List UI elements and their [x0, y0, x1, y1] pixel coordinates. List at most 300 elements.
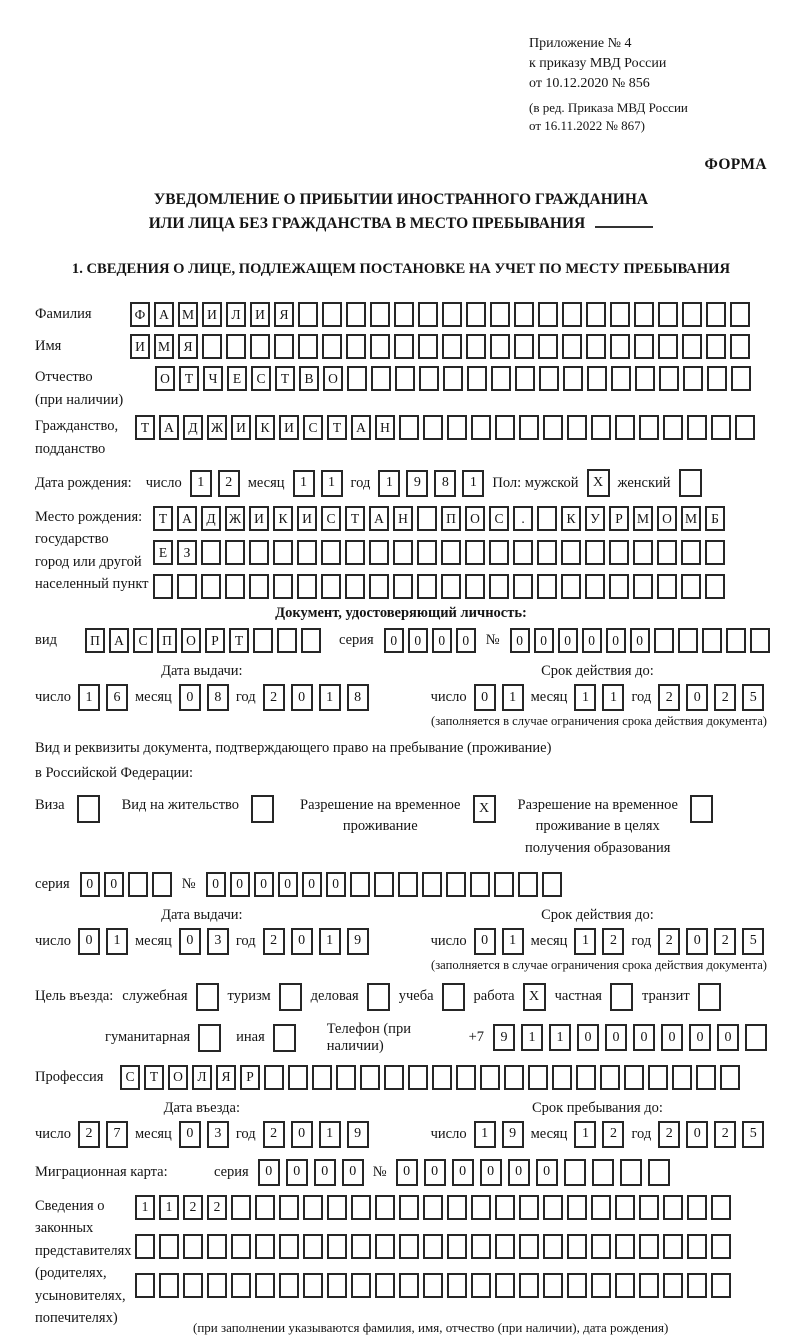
char-cell[interactable] [543, 1234, 563, 1259]
char-cell[interactable] [471, 415, 491, 440]
char-cell[interactable]: Т [153, 506, 173, 531]
char-cell[interactable]: 0 [78, 928, 100, 955]
char-cell[interactable]: 1 [78, 684, 100, 711]
char-cell[interactable]: 2 [183, 1195, 203, 1220]
char-cell[interactable] [456, 1065, 476, 1090]
char-cell[interactable] [586, 302, 606, 327]
char-cell[interactable] [277, 628, 297, 653]
char-cell[interactable] [336, 1065, 356, 1090]
char-cell[interactable] [591, 415, 611, 440]
char-cell[interactable] [369, 540, 389, 565]
char-cell[interactable] [345, 574, 365, 599]
char-cell[interactable]: И [130, 334, 150, 359]
char-cell[interactable] [255, 1195, 275, 1220]
char-cell[interactable]: 0 [291, 684, 313, 711]
char-cell[interactable]: Т [229, 628, 249, 653]
char-cell[interactable] [370, 302, 390, 327]
purpose-private-checkbox[interactable] [610, 983, 633, 1011]
char-cell[interactable] [702, 628, 722, 653]
char-cell[interactable] [543, 415, 563, 440]
char-cell[interactable]: С [321, 506, 341, 531]
char-cell[interactable] [393, 574, 413, 599]
purpose-transit-checkbox[interactable] [698, 983, 721, 1011]
char-cell[interactable] [408, 1065, 428, 1090]
char-cell[interactable] [321, 540, 341, 565]
char-cell[interactable] [682, 334, 702, 359]
char-cell[interactable]: Ф [130, 302, 150, 327]
char-cell[interactable] [730, 302, 750, 327]
char-cell[interactable] [567, 1234, 587, 1259]
char-cell[interactable] [322, 334, 342, 359]
char-cell[interactable] [682, 302, 702, 327]
char-cell[interactable] [663, 1195, 683, 1220]
char-cell[interactable] [135, 1234, 155, 1259]
char-cell[interactable] [585, 574, 605, 599]
char-cell[interactable]: 2 [658, 1121, 680, 1148]
char-cell[interactable] [576, 1065, 596, 1090]
char-cell[interactable]: И [279, 415, 299, 440]
char-cell[interactable]: 1 [321, 470, 343, 497]
char-cell[interactable] [350, 872, 370, 897]
char-cell[interactable] [681, 540, 701, 565]
char-cell[interactable] [663, 415, 683, 440]
char-cell[interactable] [750, 628, 770, 653]
char-cell[interactable]: 8 [207, 684, 229, 711]
char-cell[interactable] [442, 334, 462, 359]
char-cell[interactable] [706, 302, 726, 327]
char-cell[interactable] [538, 302, 558, 327]
char-cell[interactable] [494, 872, 514, 897]
char-cell[interactable] [419, 366, 439, 391]
char-cell[interactable] [384, 1065, 404, 1090]
char-cell[interactable]: А [351, 415, 371, 440]
char-cell[interactable]: М [178, 302, 198, 327]
char-cell[interactable] [563, 366, 583, 391]
char-cell[interactable] [657, 540, 677, 565]
char-cell[interactable]: 1 [574, 928, 596, 955]
char-cell[interactable]: Е [227, 366, 247, 391]
char-cell[interactable]: И [250, 302, 270, 327]
char-cell[interactable] [375, 1234, 395, 1259]
char-cell[interactable] [322, 302, 342, 327]
char-cell[interactable] [633, 574, 653, 599]
char-cell[interactable] [303, 1234, 323, 1259]
char-cell[interactable]: У [585, 506, 605, 531]
temp-residence-checkbox[interactable]: X [473, 795, 496, 823]
char-cell[interactable] [375, 1195, 395, 1220]
char-cell[interactable] [639, 1195, 659, 1220]
char-cell[interactable] [399, 1273, 419, 1298]
char-cell[interactable] [423, 1195, 443, 1220]
purpose-study-checkbox[interactable] [442, 983, 465, 1011]
char-cell[interactable] [543, 1195, 563, 1220]
char-cell[interactable] [422, 872, 442, 897]
char-cell[interactable]: С [251, 366, 271, 391]
char-cell[interactable]: Л [192, 1065, 212, 1090]
char-cell[interactable]: 0 [606, 628, 626, 653]
char-cell[interactable]: 2 [658, 684, 680, 711]
char-cell[interactable] [303, 1195, 323, 1220]
char-cell[interactable] [298, 334, 318, 359]
purpose-work-checkbox[interactable]: X [523, 983, 546, 1011]
char-cell[interactable] [399, 415, 419, 440]
char-cell[interactable]: . [513, 506, 533, 531]
char-cell[interactable] [345, 540, 365, 565]
char-cell[interactable] [417, 574, 437, 599]
char-cell[interactable] [552, 1065, 572, 1090]
char-cell[interactable] [495, 1195, 515, 1220]
char-cell[interactable] [327, 1273, 347, 1298]
char-cell[interactable] [726, 628, 746, 653]
char-cell[interactable] [446, 872, 466, 897]
char-cell[interactable] [561, 540, 581, 565]
char-cell[interactable]: 5 [742, 1121, 764, 1148]
char-cell[interactable] [394, 302, 414, 327]
char-cell[interactable] [513, 540, 533, 565]
char-cell[interactable]: 0 [254, 872, 274, 897]
char-cell[interactable] [658, 334, 678, 359]
char-cell[interactable] [663, 1273, 683, 1298]
char-cell[interactable]: Ч [203, 366, 223, 391]
char-cell[interactable] [279, 1273, 299, 1298]
char-cell[interactable] [255, 1234, 275, 1259]
char-cell[interactable] [696, 1065, 716, 1090]
purpose-business-checkbox[interactable] [196, 983, 219, 1011]
char-cell[interactable]: 0 [686, 928, 708, 955]
char-cell[interactable]: 0 [474, 928, 496, 955]
char-cell[interactable] [495, 1234, 515, 1259]
char-cell[interactable] [202, 334, 222, 359]
char-cell[interactable] [705, 540, 725, 565]
char-cell[interactable]: М [681, 506, 701, 531]
char-cell[interactable]: О [465, 506, 485, 531]
char-cell[interactable] [537, 540, 557, 565]
char-cell[interactable] [447, 1234, 467, 1259]
char-cell[interactable] [514, 302, 534, 327]
char-cell[interactable]: П [157, 628, 177, 653]
char-cell[interactable] [374, 872, 394, 897]
char-cell[interactable]: 0 [291, 1121, 313, 1148]
residence-permit-checkbox[interactable] [251, 795, 274, 823]
purpose-humanitarian-checkbox[interactable] [198, 1024, 221, 1052]
char-cell[interactable]: 1 [462, 470, 484, 497]
char-cell[interactable] [654, 628, 674, 653]
char-cell[interactable] [658, 302, 678, 327]
char-cell[interactable] [375, 1273, 395, 1298]
char-cell[interactable]: 0 [80, 872, 100, 897]
char-cell[interactable] [418, 334, 438, 359]
char-cell[interactable]: 0 [104, 872, 124, 897]
char-cell[interactable]: И [202, 302, 222, 327]
char-cell[interactable]: А [369, 506, 389, 531]
char-cell[interactable] [447, 415, 467, 440]
char-cell[interactable] [465, 540, 485, 565]
char-cell[interactable] [711, 1234, 731, 1259]
char-cell[interactable] [321, 574, 341, 599]
char-cell[interactable] [634, 334, 654, 359]
char-cell[interactable]: 1 [135, 1195, 155, 1220]
char-cell[interactable] [398, 872, 418, 897]
char-cell[interactable] [159, 1234, 179, 1259]
char-cell[interactable] [591, 1195, 611, 1220]
char-cell[interactable]: 2 [714, 928, 736, 955]
purpose-tourism-checkbox[interactable] [279, 983, 302, 1011]
char-cell[interactable] [489, 574, 509, 599]
char-cell[interactable]: Я [216, 1065, 236, 1090]
char-cell[interactable] [515, 366, 535, 391]
char-cell[interactable]: 0 [558, 628, 578, 653]
char-cell[interactable]: 0 [424, 1159, 446, 1186]
char-cell[interactable]: М [154, 334, 174, 359]
char-cell[interactable]: Д [183, 415, 203, 440]
char-cell[interactable] [201, 574, 221, 599]
char-cell[interactable] [591, 1234, 611, 1259]
char-cell[interactable] [519, 1195, 539, 1220]
char-cell[interactable]: 1 [502, 684, 524, 711]
char-cell[interactable] [465, 574, 485, 599]
char-cell[interactable]: 2 [602, 1121, 624, 1148]
char-cell[interactable]: 0 [510, 628, 530, 653]
char-cell[interactable]: 0 [286, 1159, 308, 1186]
char-cell[interactable]: 1 [159, 1195, 179, 1220]
char-cell[interactable] [273, 540, 293, 565]
char-cell[interactable]: Т [275, 366, 295, 391]
char-cell[interactable]: 0 [717, 1024, 739, 1051]
char-cell[interactable] [351, 1234, 371, 1259]
char-cell[interactable] [543, 1273, 563, 1298]
char-cell[interactable] [735, 415, 755, 440]
char-cell[interactable] [678, 628, 698, 653]
char-cell[interactable] [731, 366, 751, 391]
char-cell[interactable]: 2 [263, 1121, 285, 1148]
char-cell[interactable] [490, 302, 510, 327]
char-cell[interactable] [635, 366, 655, 391]
char-cell[interactable]: К [273, 506, 293, 531]
char-cell[interactable] [615, 1273, 635, 1298]
char-cell[interactable]: 2 [263, 684, 285, 711]
char-cell[interactable]: П [441, 506, 461, 531]
char-cell[interactable] [394, 334, 414, 359]
char-cell[interactable] [183, 1273, 203, 1298]
char-cell[interactable] [369, 574, 389, 599]
char-cell[interactable]: Н [375, 415, 395, 440]
char-cell[interactable]: И [231, 415, 251, 440]
char-cell[interactable] [634, 302, 654, 327]
char-cell[interactable] [567, 415, 587, 440]
char-cell[interactable] [528, 1065, 548, 1090]
char-cell[interactable]: 0 [689, 1024, 711, 1051]
char-cell[interactable] [298, 302, 318, 327]
char-cell[interactable]: 0 [633, 1024, 655, 1051]
char-cell[interactable]: К [255, 415, 275, 440]
char-cell[interactable] [399, 1195, 419, 1220]
char-cell[interactable]: 9 [347, 1121, 369, 1148]
char-cell[interactable] [177, 574, 197, 599]
char-cell[interactable]: 0 [686, 1121, 708, 1148]
char-cell[interactable] [615, 1195, 635, 1220]
char-cell[interactable]: 0 [314, 1159, 336, 1186]
char-cell[interactable]: 1 [319, 1121, 341, 1148]
char-cell[interactable]: 2 [218, 470, 240, 497]
gender-female-checkbox[interactable] [679, 469, 702, 497]
char-cell[interactable]: Р [609, 506, 629, 531]
char-cell[interactable] [519, 1234, 539, 1259]
char-cell[interactable]: С [489, 506, 509, 531]
char-cell[interactable] [447, 1273, 467, 1298]
char-cell[interactable] [611, 366, 631, 391]
char-cell[interactable]: 9 [502, 1121, 524, 1148]
char-cell[interactable]: 1 [319, 684, 341, 711]
char-cell[interactable] [371, 366, 391, 391]
char-cell[interactable]: 0 [342, 1159, 364, 1186]
gender-male-checkbox[interactable]: X [587, 469, 610, 497]
char-cell[interactable] [663, 1234, 683, 1259]
char-cell[interactable] [423, 415, 443, 440]
char-cell[interactable] [423, 1273, 443, 1298]
char-cell[interactable]: 6 [106, 684, 128, 711]
char-cell[interactable]: 0 [605, 1024, 627, 1051]
char-cell[interactable] [370, 334, 390, 359]
char-cell[interactable] [586, 334, 606, 359]
char-cell[interactable]: 0 [536, 1159, 558, 1186]
char-cell[interactable] [585, 540, 605, 565]
char-cell[interactable]: 1 [378, 470, 400, 497]
char-cell[interactable] [687, 1273, 707, 1298]
char-cell[interactable] [417, 506, 437, 531]
char-cell[interactable]: 0 [577, 1024, 599, 1051]
purpose-other-checkbox[interactable] [273, 1024, 296, 1052]
char-cell[interactable]: А [159, 415, 179, 440]
char-cell[interactable]: 1 [602, 684, 624, 711]
char-cell[interactable]: 2 [263, 928, 285, 955]
char-cell[interactable] [346, 334, 366, 359]
char-cell[interactable]: З [177, 540, 197, 565]
char-cell[interactable]: 1 [521, 1024, 543, 1051]
char-cell[interactable]: В [299, 366, 319, 391]
char-cell[interactable]: 0 [396, 1159, 418, 1186]
char-cell[interactable] [249, 574, 269, 599]
char-cell[interactable]: 0 [258, 1159, 280, 1186]
char-cell[interactable] [312, 1065, 332, 1090]
char-cell[interactable] [600, 1065, 620, 1090]
char-cell[interactable] [513, 574, 533, 599]
char-cell[interactable] [201, 540, 221, 565]
char-cell[interactable] [720, 1065, 740, 1090]
char-cell[interactable]: 1 [190, 470, 212, 497]
char-cell[interactable]: 0 [206, 872, 226, 897]
char-cell[interactable]: 2 [207, 1195, 227, 1220]
char-cell[interactable] [393, 540, 413, 565]
char-cell[interactable]: 0 [508, 1159, 530, 1186]
char-cell[interactable]: А [109, 628, 129, 653]
char-cell[interactable]: 9 [347, 928, 369, 955]
char-cell[interactable] [395, 366, 415, 391]
char-cell[interactable] [288, 1065, 308, 1090]
char-cell[interactable] [253, 628, 273, 653]
char-cell[interactable] [639, 1234, 659, 1259]
char-cell[interactable] [519, 415, 539, 440]
char-cell[interactable] [539, 366, 559, 391]
char-cell[interactable] [711, 1273, 731, 1298]
char-cell[interactable]: Ж [225, 506, 245, 531]
char-cell[interactable]: 1 [474, 1121, 496, 1148]
char-cell[interactable]: А [154, 302, 174, 327]
char-cell[interactable] [432, 1065, 452, 1090]
char-cell[interactable]: Б [705, 506, 725, 531]
char-cell[interactable]: П [85, 628, 105, 653]
char-cell[interactable] [542, 872, 562, 897]
char-cell[interactable]: С [303, 415, 323, 440]
char-cell[interactable] [447, 1195, 467, 1220]
char-cell[interactable]: О [155, 366, 175, 391]
char-cell[interactable] [360, 1065, 380, 1090]
char-cell[interactable]: Т [135, 415, 155, 440]
char-cell[interactable] [489, 540, 509, 565]
char-cell[interactable]: О [181, 628, 201, 653]
char-cell[interactable]: 5 [742, 684, 764, 711]
purpose-commercial-checkbox[interactable] [367, 983, 390, 1011]
char-cell[interactable] [615, 1234, 635, 1259]
char-cell[interactable]: Н [393, 506, 413, 531]
char-cell[interactable] [514, 334, 534, 359]
char-cell[interactable] [567, 1195, 587, 1220]
char-cell[interactable]: Е [153, 540, 173, 565]
char-cell[interactable]: 3 [207, 1121, 229, 1148]
char-cell[interactable] [159, 1273, 179, 1298]
char-cell[interactable] [480, 1065, 500, 1090]
char-cell[interactable]: 0 [686, 684, 708, 711]
temp-residence-edu-checkbox[interactable] [690, 795, 713, 823]
char-cell[interactable] [745, 1024, 767, 1051]
char-cell[interactable]: О [323, 366, 343, 391]
char-cell[interactable] [615, 415, 635, 440]
char-cell[interactable]: 0 [326, 872, 346, 897]
char-cell[interactable]: 0 [179, 928, 201, 955]
char-cell[interactable] [399, 1234, 419, 1259]
char-cell[interactable]: М [633, 506, 653, 531]
char-cell[interactable] [562, 334, 582, 359]
char-cell[interactable]: 0 [474, 684, 496, 711]
char-cell[interactable]: 2 [714, 1121, 736, 1148]
char-cell[interactable]: Ж [207, 415, 227, 440]
char-cell[interactable] [683, 366, 703, 391]
char-cell[interactable] [327, 1234, 347, 1259]
char-cell[interactable] [648, 1065, 668, 1090]
char-cell[interactable]: 1 [549, 1024, 571, 1051]
char-cell[interactable] [225, 540, 245, 565]
char-cell[interactable]: 1 [574, 684, 596, 711]
char-cell[interactable] [471, 1234, 491, 1259]
char-cell[interactable] [231, 1195, 251, 1220]
char-cell[interactable]: 2 [602, 928, 624, 955]
char-cell[interactable] [346, 302, 366, 327]
char-cell[interactable] [351, 1195, 371, 1220]
char-cell[interactable]: 2 [714, 684, 736, 711]
char-cell[interactable] [417, 540, 437, 565]
char-cell[interactable] [587, 366, 607, 391]
char-cell[interactable]: 0 [179, 684, 201, 711]
char-cell[interactable]: 5 [742, 928, 764, 955]
char-cell[interactable] [231, 1234, 251, 1259]
char-cell[interactable] [657, 574, 677, 599]
char-cell[interactable]: И [249, 506, 269, 531]
char-cell[interactable] [226, 334, 246, 359]
char-cell[interactable] [711, 415, 731, 440]
char-cell[interactable]: 0 [661, 1024, 683, 1051]
char-cell[interactable] [706, 334, 726, 359]
char-cell[interactable] [562, 302, 582, 327]
char-cell[interactable]: 0 [278, 872, 298, 897]
